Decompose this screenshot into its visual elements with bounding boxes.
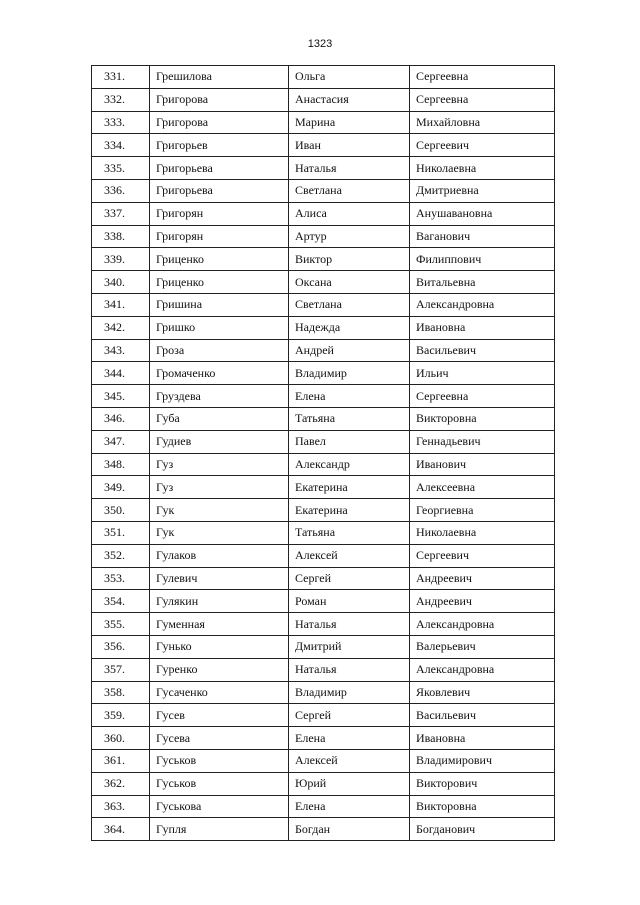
row-number-cell: 358. (92, 681, 150, 704)
last-name-cell: Гуменная (150, 613, 289, 636)
patronymic-cell: Георгиевна (410, 499, 555, 522)
last-name-cell: Грешилова (150, 66, 289, 89)
patronymic-cell: Сергеевна (410, 66, 555, 89)
patronymic-cell: Викторовна (410, 795, 555, 818)
row-number-cell: 351. (92, 521, 150, 544)
row-number-cell: 341. (92, 293, 150, 316)
first-name-cell: Татьяна (289, 521, 410, 544)
patronymic-cell: Ивановна (410, 316, 555, 339)
row-number-cell: 350. (92, 499, 150, 522)
first-name-cell: Ольга (289, 66, 410, 89)
first-name-cell: Марина (289, 111, 410, 134)
row-number-cell: 338. (92, 225, 150, 248)
patronymic-cell: Александровна (410, 613, 555, 636)
first-name-cell: Анастасия (289, 88, 410, 111)
row-number-cell: 337. (92, 202, 150, 225)
row-number-cell: 357. (92, 658, 150, 681)
row-number-cell: 356. (92, 635, 150, 658)
last-name-cell: Гуз (150, 453, 289, 476)
page-number: 1323 (307, 38, 333, 50)
first-name-cell: Татьяна (289, 407, 410, 430)
first-name-cell: Сергей (289, 704, 410, 727)
last-name-cell: Груздева (150, 385, 289, 408)
row-number-cell: 336. (92, 179, 150, 202)
first-name-cell: Екатерина (289, 476, 410, 499)
last-name-cell: Гупля (150, 818, 289, 841)
table-row (92, 476, 555, 499)
first-name-cell: Алексей (289, 749, 410, 772)
table-row (92, 225, 555, 248)
row-number-cell: 348. (92, 453, 150, 476)
table-row (92, 499, 555, 522)
patronymic-cell: Андреевич (410, 567, 555, 590)
table-row (92, 271, 555, 294)
row-number-cell: 353. (92, 567, 150, 590)
first-name-cell: Наталья (289, 658, 410, 681)
row-number-cell: 334. (92, 134, 150, 157)
table-row (92, 134, 555, 157)
last-name-cell: Громаченко (150, 362, 289, 385)
row-number-cell: 349. (92, 476, 150, 499)
patronymic-cell: Викторович (410, 772, 555, 795)
first-name-cell: Сергей (289, 567, 410, 590)
first-name-cell: Дмитрий (289, 635, 410, 658)
last-name-cell: Григорьева (150, 157, 289, 180)
last-name-cell: Гроза (150, 339, 289, 362)
last-name-cell: Гулевич (150, 567, 289, 590)
last-name-cell: Гришина (150, 293, 289, 316)
last-name-cell: Гриценко (150, 271, 289, 294)
last-name-cell: Гусаченко (150, 681, 289, 704)
last-name-cell: Гулаков (150, 544, 289, 567)
table-row (92, 453, 555, 476)
last-name-cell: Григорян (150, 202, 289, 225)
row-number-cell: 352. (92, 544, 150, 567)
last-name-cell: Губа (150, 407, 289, 430)
table-row (92, 681, 555, 704)
patronymic-cell: Васильевич (410, 339, 555, 362)
names-table (91, 65, 555, 841)
first-name-cell: Богдан (289, 818, 410, 841)
patronymic-cell: Михайловна (410, 111, 555, 134)
row-number-cell: 359. (92, 704, 150, 727)
patronymic-cell: Дмитриевна (410, 179, 555, 202)
table-row (92, 658, 555, 681)
table-row (92, 362, 555, 385)
last-name-cell: Гусев (150, 704, 289, 727)
patronymic-cell: Александровна (410, 293, 555, 316)
patronymic-cell: Витальевна (410, 271, 555, 294)
patronymic-cell: Васильевич (410, 704, 555, 727)
table-row (92, 293, 555, 316)
first-name-cell: Надежда (289, 316, 410, 339)
table-row (92, 157, 555, 180)
row-number-cell: 342. (92, 316, 150, 339)
patronymic-cell: Александровна (410, 658, 555, 681)
first-name-cell: Оксана (289, 271, 410, 294)
table-row (92, 316, 555, 339)
table-row (92, 407, 555, 430)
table-row (92, 339, 555, 362)
first-name-cell: Юрий (289, 772, 410, 795)
patronymic-cell: Богданович (410, 818, 555, 841)
patronymic-cell: Владимирович (410, 749, 555, 772)
table-row (92, 613, 555, 636)
last-name-cell: Гудиев (150, 430, 289, 453)
last-name-cell: Гуськов (150, 749, 289, 772)
row-number-cell: 364. (92, 818, 150, 841)
first-name-cell: Светлана (289, 179, 410, 202)
table-row (92, 248, 555, 271)
table-row (92, 772, 555, 795)
patronymic-cell: Сергеевич (410, 544, 555, 567)
patronymic-cell: Ваганович (410, 225, 555, 248)
patronymic-cell: Сергеевна (410, 385, 555, 408)
table-row (92, 567, 555, 590)
row-number-cell: 333. (92, 111, 150, 134)
first-name-cell: Артур (289, 225, 410, 248)
patronymic-cell: Сергеевна (410, 88, 555, 111)
first-name-cell: Елена (289, 385, 410, 408)
row-number-cell: 346. (92, 407, 150, 430)
first-name-cell: Роман (289, 590, 410, 613)
patronymic-cell: Иванович (410, 453, 555, 476)
first-name-cell: Павел (289, 430, 410, 453)
first-name-cell: Алексей (289, 544, 410, 567)
last-name-cell: Григорова (150, 88, 289, 111)
row-number-cell: 345. (92, 385, 150, 408)
first-name-cell: Наталья (289, 157, 410, 180)
last-name-cell: Григорьева (150, 179, 289, 202)
first-name-cell: Иван (289, 134, 410, 157)
row-number-cell: 360. (92, 727, 150, 750)
patronymic-cell: Николаевна (410, 157, 555, 180)
row-number-cell: 340. (92, 271, 150, 294)
row-number-cell: 332. (92, 88, 150, 111)
patronymic-cell: Алексеевна (410, 476, 555, 499)
row-number-cell: 331. (92, 66, 150, 89)
last-name-cell: Гук (150, 499, 289, 522)
table-row (92, 544, 555, 567)
patronymic-cell: Ивановна (410, 727, 555, 750)
patronymic-cell: Анушавановна (410, 202, 555, 225)
patronymic-cell: Андреевич (410, 590, 555, 613)
first-name-cell: Владимир (289, 362, 410, 385)
row-number-cell: 335. (92, 157, 150, 180)
table-row (92, 111, 555, 134)
row-number-cell: 344. (92, 362, 150, 385)
row-number-cell: 363. (92, 795, 150, 818)
table-row (92, 818, 555, 841)
table-row (92, 749, 555, 772)
last-name-cell: Григорова (150, 111, 289, 134)
patronymic-cell: Филиппович (410, 248, 555, 271)
first-name-cell: Александр (289, 453, 410, 476)
patronymic-cell: Викторовна (410, 407, 555, 430)
patronymic-cell: Валерьевич (410, 635, 555, 658)
row-number-cell: 355. (92, 613, 150, 636)
table-row (92, 704, 555, 727)
last-name-cell: Гулякин (150, 590, 289, 613)
table-row (92, 590, 555, 613)
patronymic-cell: Ильич (410, 362, 555, 385)
last-name-cell: Гуз (150, 476, 289, 499)
row-number-cell: 347. (92, 430, 150, 453)
last-name-cell: Гуренко (150, 658, 289, 681)
table-row (92, 385, 555, 408)
names-table-body (92, 66, 555, 841)
first-name-cell: Елена (289, 795, 410, 818)
first-name-cell: Екатерина (289, 499, 410, 522)
first-name-cell: Елена (289, 727, 410, 750)
table-row (92, 202, 555, 225)
row-number-cell: 361. (92, 749, 150, 772)
table-row (92, 795, 555, 818)
last-name-cell: Гуськов (150, 772, 289, 795)
last-name-cell: Гусева (150, 727, 289, 750)
first-name-cell: Владимир (289, 681, 410, 704)
table-row (92, 430, 555, 453)
first-name-cell: Светлана (289, 293, 410, 316)
table-row (92, 727, 555, 750)
last-name-cell: Гуськова (150, 795, 289, 818)
first-name-cell: Алиса (289, 202, 410, 225)
last-name-cell: Гук (150, 521, 289, 544)
last-name-cell: Григорьев (150, 134, 289, 157)
first-name-cell: Андрей (289, 339, 410, 362)
patronymic-cell: Геннадьевич (410, 430, 555, 453)
last-name-cell: Гунько (150, 635, 289, 658)
patronymic-cell: Яковлевич (410, 681, 555, 704)
last-name-cell: Гришко (150, 316, 289, 339)
table-row (92, 66, 555, 89)
table-row (92, 179, 555, 202)
last-name-cell: Гриценко (150, 248, 289, 271)
first-name-cell: Виктор (289, 248, 410, 271)
row-number-cell: 343. (92, 339, 150, 362)
table-row (92, 635, 555, 658)
last-name-cell: Григорян (150, 225, 289, 248)
table-row (92, 88, 555, 111)
table-row (92, 521, 555, 544)
row-number-cell: 362. (92, 772, 150, 795)
first-name-cell: Наталья (289, 613, 410, 636)
patronymic-cell: Николаевна (410, 521, 555, 544)
row-number-cell: 354. (92, 590, 150, 613)
patronymic-cell: Сергеевич (410, 134, 555, 157)
row-number-cell: 339. (92, 248, 150, 271)
